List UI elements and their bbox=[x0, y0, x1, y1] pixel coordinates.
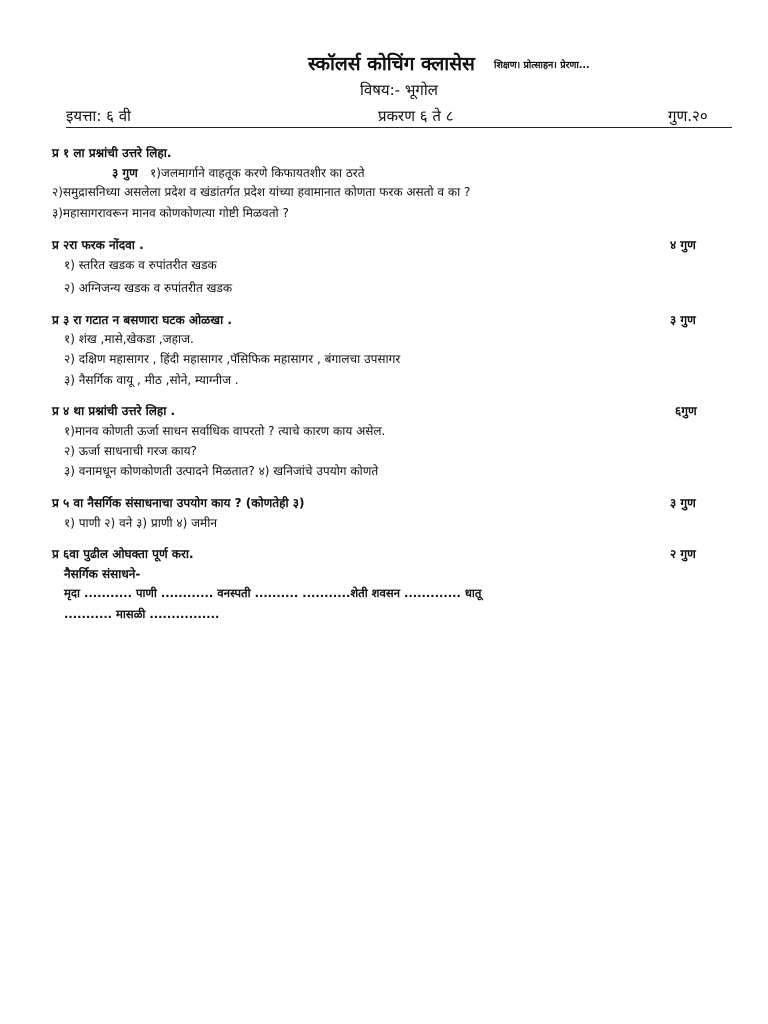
q3-item-1: १) शंख ,मासे,खेकडा ,जहाज. bbox=[64, 332, 194, 346]
q1-item-2: २)समुद्रासनिध्या असलेला प्रदेश व खंडांतर्गत प्रदेश यांच्या हवामानात कोणता फरक असतो व का ? bbox=[52, 185, 471, 199]
q6-marks: २ गुण bbox=[670, 547, 696, 561]
q1-item-3: ३)महासागरावरून मानव कोणकोणत्या गोष्टी मिळवतो ? bbox=[52, 206, 289, 220]
q4-marks: ६गुण bbox=[675, 404, 697, 418]
q3-heading: प्र ३ रा गटात न बसणारा घटक ओळखा . bbox=[52, 313, 232, 327]
header-divider bbox=[66, 127, 732, 128]
q1-heading: प्र १ ला प्रश्नांची उत्तरे लिहा. bbox=[52, 146, 172, 160]
total-marks: गुण.२० bbox=[668, 107, 708, 125]
q5-item-1: १) पाणी २) वने ३) प्राणी ४) जमीन bbox=[64, 516, 217, 530]
q6-fill-line-2: ........... मासळी ................ bbox=[64, 607, 220, 621]
tagline: शिक्षण। प्रोत्साहन। प्रेरणा... bbox=[494, 60, 590, 71]
class-label: इयत्ता: ६ वी bbox=[66, 107, 131, 125]
q6-heading: प्र ६वा पुढील ओघक्ता पूर्ण करा. bbox=[52, 547, 194, 561]
q2-heading: प्र २रा फरक नोंदवा . bbox=[52, 238, 144, 252]
q1-marks: ३ गुण bbox=[112, 166, 138, 180]
q4-heading: प्र ४ था प्रश्नांची उत्तरे लिहा . bbox=[52, 404, 176, 418]
chapter-label: प्रकरण ६ ते ८ bbox=[378, 107, 454, 125]
q2-item-2: २) अग्निजन्य खडक व रुपांतरीत खडक bbox=[64, 281, 233, 295]
q5-marks: ३ गुण bbox=[670, 496, 696, 510]
q6-fill-line-1: मृदा ........... पाणी ............ वनस्पती .......... ...........शेती शवसन ............. धातू bbox=[64, 586, 482, 600]
q3-item-3: ३) नैसर्गिक वायू , मीठ ,सोने, म्याग्नीज . bbox=[64, 373, 239, 387]
subject-label: विषय:- भूगोल bbox=[360, 81, 438, 99]
q3-item-2: २) दक्षिण महासागर , हिंदी महासागर ,पॅसिफिक महासागर , बंगालचा उपसागर bbox=[64, 352, 401, 366]
q2-item-1: १) स्तरित खडक व रुपांतरीत खडक bbox=[64, 258, 217, 272]
q5-heading: प्र ५ वा नैसर्गिक संसाधनाचा उपयोग काय ? (कोणतेही ३) bbox=[52, 496, 305, 510]
q3-marks: ३ गुण bbox=[670, 313, 696, 327]
q2-marks: ४ गुण bbox=[670, 238, 696, 252]
page-title: स्कॉलर्स कोचिंग क्लासेस bbox=[308, 53, 475, 75]
q4-item-1: १)मानव कोणती ऊर्जा साधन सर्वाधिक वापरतो ? त्याचे कारण काय असेल. bbox=[64, 424, 386, 438]
q1-item-1: १)जलमार्गाने वाहतूक करणे किफायतशीर का ठरते bbox=[150, 166, 365, 180]
q4-item-3: ३) वनामधून कोणकोणती उत्पादने मिळतात? ४) खनिजांचे उपयोग कोणते bbox=[64, 464, 379, 478]
q4-item-2: २) ऊर्जा साधनाची गरज काय? bbox=[64, 444, 197, 458]
q6-subheading: नैसर्गिक संसाधने- bbox=[64, 567, 141, 581]
